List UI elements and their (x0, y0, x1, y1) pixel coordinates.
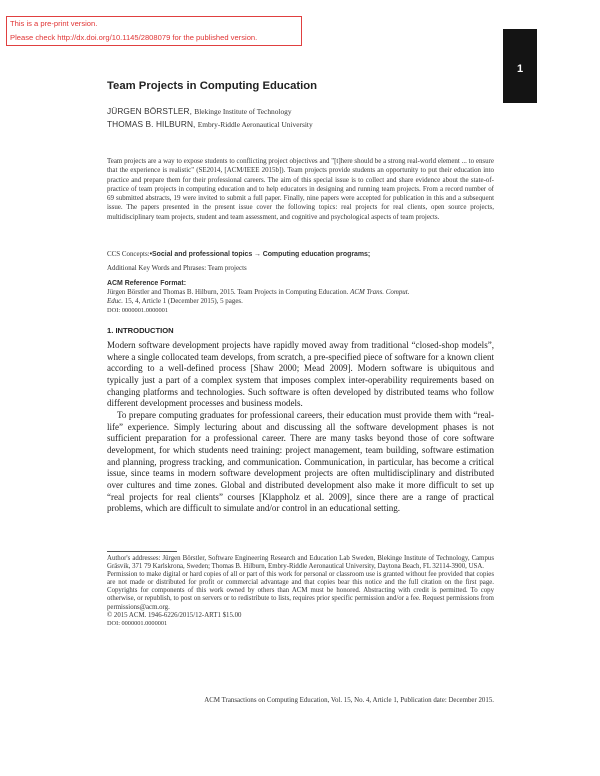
section-heading-introduction: 1. INTRODUCTION (107, 326, 174, 335)
reference-doi: DOI: 0000001.0000001 (107, 307, 169, 314)
reference-line-1-text: Jürgen Börstler and Thomas B. Hilburn, 2015. Team Projects in Computing Education. (107, 288, 349, 296)
ccs-arrow: → (254, 250, 261, 258)
preprint-line-1: This is a pre-print version. (10, 19, 98, 28)
intro-paragraph-2: To prepare computing graduates for professional careers, their education must provide them with “real-life” experience. Simply lecturing about and discussing all the software development phases is not sufficient preparation for a professional career. There are many tasks beyond those of core software development, for which students need training: project management, team building, software estimation and planning, progress tracking, and communication. Communication, in particular, has become a critical issue, since teams in modern software development projects are often multidisciplinary and distributed over cultures and time zones. Global and distributed development also make it more difficult to set up “real projects for real clients” courses [Klappholz et al. 2009], since there are a range of practical problems, which are difficult to simulate and/or control in an educational setting. (107, 409, 494, 514)
ccs-bullet: • (149, 251, 153, 258)
ccs-label: CCS Concepts: (107, 250, 150, 258)
running-footer: ACM Transactions on Computing Education, Vol. 15, No. 4, Article 1, Publication date: December 2015. (204, 697, 494, 704)
footnote-doi: DOI: 0000001.0000001 (107, 619, 168, 627)
preprint-doi-link[interactable]: Please check http://dx.doi.org/10.1145/2808079 for the published version. (10, 33, 258, 42)
ccs-concepts (107, 250, 494, 259)
ccs-subtopic: Computing education programs; (262, 251, 371, 258)
reference-format-line-1 (107, 288, 494, 297)
reference-format-line-2 (107, 297, 494, 306)
page-number-tab: 1 (503, 29, 537, 103)
footnote-copyright: © 2015 ACM. 1946-6226/2015/12-ART1 $15.00 (107, 611, 242, 619)
reference-journal-a: ACM Trans. Comput. (350, 288, 410, 296)
footnote-permission: Permission to make digital or hard copies of all or part of this work for personal or classroom use is granted without fee provided that copies are not made or distributed for profit or commercial advantage and that copies bear this notice and the full citation on the first page. Copyrights for components of this work owned by others than ACM must be honored. Abstracting with credit is permitted. To copy otherwise, or republish, to post on servers or to redistribute to lists, requires prior specific permission and/or a fee. Request permissions from permissions@acm.org. (107, 571, 494, 611)
abstract: Team projects are a way to expose students to conflicting project objectives and "[t]here should be a strong real-world element ... to ensure that the experience is realistic" (SE2014, [ACM/IEEE 2015b]). Team projects provide students an opportunity to put their education into practice and prepare them for their professional careers. The aim of this special issue is to collect and share evidence about the state-of-practice of team projects in computing education and to help educators in designing and running team projects. From a record number of 69 submitted abstracts, 19 were invited to submit a full paper. Finally, nine papers were accepted for publication in this and a subsequent issue. The papers presented in the present issue cover the following topics: real projects for real clients, open source projects, multidisciplinary team projects, student and team assessment, and cognitive and psychological aspects of team projects. (107, 157, 494, 221)
introduction-body (107, 340, 494, 515)
reference-journal-b: Educ. (107, 297, 123, 305)
keywords: Additional Key Words and Phrases: Team projects (107, 264, 247, 272)
paper-title: Team Projects in Computing Education (107, 80, 318, 92)
footnote-rule (107, 551, 177, 552)
author-2-name: THOMAS B. HILBURN, (107, 119, 196, 129)
footnote (107, 555, 494, 628)
footnote-addresses: Author's addresses: Jürgen Börstler, Software Engineering Research and Education Lab Sweden, Blekinge Institute of Technology, Campus Gräsvik, 371 79 Karlskrona, Sweden; Thomas B. Hilburn, Embry-Riddle Aeronautical University, Daytona Beach, FL 32114-3900, USA. (107, 555, 494, 571)
ccs-topic: Social and professional topics (152, 251, 253, 258)
author-2-affiliation: Embry-Riddle Aeronautical University (197, 120, 313, 129)
preprint-notice (6, 16, 302, 46)
intro-paragraph-1: Modern software development projects have rapidly moved away from traditional “closed-shop models”, where a single collocated team develops, from scratch, a pre-specified piece of software for a known client according to a well-defined process [Shaw 2000; Mead 2009]. Modern software is ubiquitous and typically just a part of a complex system that imposes complex inter-operability requirements based on changing platforms and technologies. Such software is often developed by distributed teams who follow different development processes and business models. (107, 340, 494, 409)
author-1-name: JÜRGEN BÖRSTLER, (107, 106, 193, 116)
reference-format-heading: ACM Reference Format: (107, 280, 187, 287)
author-1-affiliation: Blekinge Institute of Technology (194, 107, 292, 116)
reference-line-2-text: 15, 4, Article 1 (December 2015), 5 pages. (124, 297, 243, 305)
author-2 (107, 119, 313, 129)
author-1 (107, 106, 292, 116)
